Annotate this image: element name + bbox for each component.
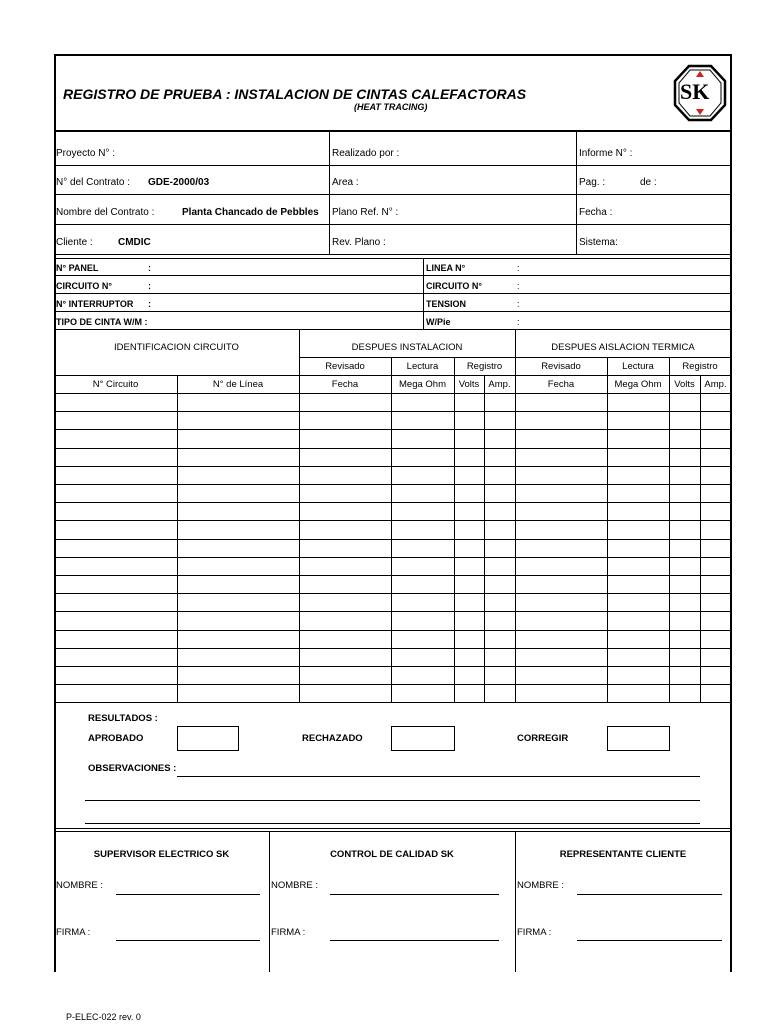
plano-label: Plano Ref. N° : [332,207,399,218]
grid-line [54,393,731,394]
rechazado-checkbox[interactable] [391,726,455,751]
proyecto-label: Proyecto N° : [56,148,116,159]
area-label: Area : [332,177,359,188]
registro-2: Registro [682,361,718,372]
cliente-label: Cliente : [56,237,93,248]
table-row[interactable] [54,684,731,685]
col-linea: N° de Línea [212,379,264,390]
tipo-cinta-label: TIPO DE CINTA W/M : [56,317,148,327]
contrato-label: N° del Contrato : [56,177,131,188]
form-code: P-ELEC-022 rev. 0 [66,1012,141,1022]
supervisor-heading: SUPERVISOR ELECTRICO SK [93,849,230,860]
sistema-label: Sistema: [579,237,618,248]
contrato-value: GDE-2000/03 [148,177,210,188]
col-volts-1: Volts [458,379,480,390]
linea-colon: : [517,263,520,273]
circuito-label: CIRCUITO N° [56,281,112,291]
observaciones-line-1[interactable] [177,776,700,777]
nombre-label-2: NOMBRE : [271,880,318,891]
observaciones-label: OBSERVACIONES : [88,763,177,774]
table-row[interactable] [54,611,731,612]
table-row[interactable] [54,648,731,649]
group-despues-instalacion: DESPUES INSTALACION [351,342,463,353]
grid-line [669,357,670,702]
lectura-2: Lectura [622,361,654,372]
aprobado-label: APROBADO [88,733,144,744]
wpie-label: W/Pie [426,317,451,327]
firma-field-2[interactable] [330,940,499,941]
table-row[interactable] [54,666,731,667]
observaciones-line-2[interactable] [85,800,700,801]
nombre-label-1: NOMBRE : [56,880,103,891]
informe-label: Informe N° : [579,148,633,159]
firma-label-1: FIRMA : [56,927,91,938]
grid-line [454,357,455,702]
nombre-field-1[interactable] [116,894,260,895]
firma-label-2: FIRMA : [271,927,306,938]
col-circuito: N° Circuito [92,379,139,390]
nombre-contrato-value: Planta Chancado de Pebbles [182,207,319,218]
logo-text: SK [680,79,710,104]
table-row[interactable] [54,466,731,467]
col-volts-2: Volts [674,379,695,390]
table-row[interactable] [54,484,731,485]
table-row[interactable] [54,575,731,576]
col-amp-2: Amp. [704,379,727,390]
resultados-label: RESULTADOS : [88,713,158,724]
firma-field-3[interactable] [577,940,722,941]
nombre-label-3: NOMBRE : [517,880,564,891]
pag-label: Pag. : [579,177,606,188]
rechazado-label: RECHAZADO [302,733,363,744]
linea-label: LINEA N° [426,263,466,273]
corregir-checkbox[interactable] [607,726,670,751]
nombre-contrato-label: Nombre del Contrato : [56,207,155,218]
corregir-label: CORREGIR [517,733,569,744]
table-row[interactable] [54,539,731,540]
cliente-heading: REPRESENTANTE CLIENTE [559,849,687,860]
table-row[interactable] [54,593,731,594]
col-fecha-2: Fecha [547,379,575,390]
grid-line [54,828,731,829]
table-row[interactable] [54,702,731,703]
circuito-colon: : [148,281,151,291]
registro-1: Registro [466,361,503,372]
lectura-1: Lectura [406,361,439,372]
interruptor-colon: : [148,299,151,309]
circuito2-colon: : [517,281,520,291]
table-row[interactable] [54,630,731,631]
firma-label-3: FIRMA : [517,927,552,938]
wpie-colon: : [517,317,520,327]
firma-field-1[interactable] [116,940,260,941]
de-label: de : [640,177,657,188]
panel-label: N° PANEL [56,263,99,273]
table-row[interactable] [54,557,731,558]
table-row[interactable] [54,448,731,449]
tension-colon: : [517,299,520,309]
table-row[interactable] [54,520,731,521]
panel-colon: : [148,263,151,273]
fecha-label: Fecha : [579,207,613,218]
table-row[interactable] [54,429,731,430]
grid-line [54,375,731,376]
col-amp-1: Amp. [488,379,511,390]
circuito2-label: CIRCUITO N° [426,281,482,291]
aprobado-checkbox[interactable] [177,726,239,751]
realizado-label: Realizado por : [332,148,400,159]
page-title: REGISTRO DE PRUEBA : INSTALACION DE CINTAS CALEFACTORAS [63,86,527,102]
col-fecha-1: Fecha [331,379,359,390]
nombre-field-3[interactable] [577,894,722,895]
tension-label: TENSION [426,299,467,309]
grid-line [391,357,392,702]
revisado-2: Revisado [541,361,581,372]
group-despues-aislacion: DESPUES AISLACION TERMICA [551,342,695,353]
observaciones-line-3[interactable] [85,823,700,824]
page-subtitle: (HEAT TRACING) [354,102,428,112]
col-mega-2: Mega Ohm [614,379,662,390]
table-row[interactable] [54,411,731,412]
rev-plano-label: Rev. Plano : [332,237,386,248]
cliente-value: CMDIC [118,237,151,248]
nombre-field-2[interactable] [330,894,499,895]
group-identificacion: IDENTIFICACION CIRCUITO [114,342,239,353]
col-mega-1: Mega Ohm [399,379,446,390]
grid-line [607,357,608,702]
table-row[interactable] [54,502,731,503]
interruptor-label: N° INTERRUPTOR [56,299,134,309]
revisado-1: Revisado [325,361,365,372]
grid-line [54,831,731,832]
calidad-heading: CONTROL DE CALIDAD SK [330,849,454,860]
